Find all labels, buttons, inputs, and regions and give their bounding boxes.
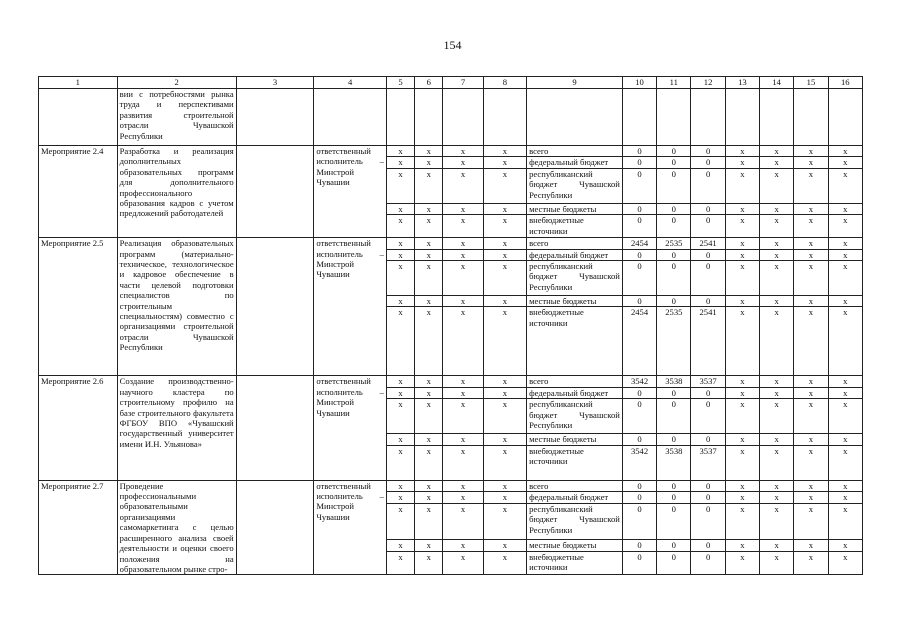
amount-cell: 0 [691,387,725,398]
funding-source: федеральный бюджет [527,492,623,504]
mark-cell: х [483,434,526,445]
mark-cell: х [794,215,828,238]
column-number: 6 [415,77,443,89]
mark-cell: х [794,203,828,214]
table-row [39,376,863,387]
amount-cell: 0 [691,157,725,168]
mark-cell: х [725,203,759,214]
funding-source: всего [527,146,623,157]
mark-cell: х [794,168,828,203]
column-number: 12 [691,77,725,89]
mark-cell: х [443,261,483,296]
mark-cell: х [483,387,526,398]
column-number: 9 [527,77,623,89]
amount-cell: 2541 [691,307,725,376]
mark-cell: х [386,399,414,434]
mark-cell: х [760,551,794,575]
mark-cell: х [386,203,414,214]
mark-cell: х [760,434,794,445]
mark-cell: х [828,434,862,445]
column-number: 11 [657,77,691,89]
mark-cell: х [415,492,443,504]
mark-cell: х [760,399,794,434]
funding-source: всего [527,238,623,249]
amount-cell: 0 [657,261,691,296]
funding-source: местные бюджеты [527,296,623,307]
mark-cell: х [386,215,414,238]
mark-cell: х [415,157,443,168]
mark-cell: х [483,215,526,238]
mark-cell: х [725,376,759,387]
amount-cell: 0 [622,399,656,434]
mark-cell: х [483,399,526,434]
mark-cell: х [415,249,443,260]
amount-cell: 0 [691,215,725,238]
amount-cell: 0 [657,296,691,307]
mark-cell: х [828,238,862,249]
mark-cell: х [483,376,526,387]
funding-source: местные бюджеты [527,434,623,445]
mark-cell: х [725,539,759,551]
mark-cell: х [794,434,828,445]
mark-cell: х [483,249,526,260]
amount-cell: 0 [691,296,725,307]
mark-cell: х [828,376,862,387]
event-executor: ответственный исполнитель – Минстрой Чувашии [314,238,387,376]
mark-cell: х [794,480,828,492]
mark-cell: х [760,296,794,307]
mark-cell: х [386,492,414,504]
column-number: 15 [794,77,828,89]
amount-cell: 0 [622,480,656,492]
amount-cell: 0 [657,146,691,157]
mark-cell: х [483,307,526,376]
amount-cell: 0 [691,146,725,157]
mark-cell: х [483,296,526,307]
mark-cell: х [828,296,862,307]
column-number: 5 [386,77,414,89]
mark-cell: х [443,551,483,575]
amount-cell: 3537 [691,445,725,480]
funding-source: федеральный бюджет [527,387,623,398]
table-row [39,480,863,492]
mark-cell: х [483,203,526,214]
mark-cell: х [386,504,414,540]
funding-source: федеральный бюджет [527,157,623,168]
amount-cell: 0 [622,261,656,296]
mark-cell: х [725,399,759,434]
amount-cell: 0 [657,387,691,398]
mark-cell: х [443,168,483,203]
amount-cell: 0 [622,157,656,168]
amount-cell: 2535 [657,307,691,376]
funding-source: внебюджетные источники [527,445,623,480]
mark-cell: х [760,261,794,296]
column-number: 10 [622,77,656,89]
mark-cell: х [443,539,483,551]
mark-cell: х [794,399,828,434]
funding-source: всего [527,376,623,387]
mark-cell: х [828,215,862,238]
mark-cell: х [386,307,414,376]
mark-cell: х [760,215,794,238]
event-name: Разработка и реализация дополнительных образовательных программ для дополнительного профессионального образования кадров с учетом предложений работодателей [117,146,236,238]
funding-source: внебюджетные источники [527,215,623,238]
mark-cell: х [794,249,828,260]
column-number: 13 [725,77,759,89]
funding-source: республиканский бюджет Чувашской Республики [527,399,623,434]
column-number: 2 [117,77,236,89]
mark-cell: х [760,387,794,398]
mark-cell: х [828,399,862,434]
column-number: 7 [443,77,483,89]
mark-cell: х [760,376,794,387]
mark-cell: х [725,261,759,296]
mark-cell: х [386,445,414,480]
mark-cell: х [415,387,443,398]
amount-cell: 2454 [622,238,656,249]
mark-cell: х [828,480,862,492]
amount-cell: 0 [691,399,725,434]
page-number: 154 [443,38,462,52]
mark-cell: х [415,215,443,238]
funding-source: местные бюджеты [527,539,623,551]
mark-cell: х [725,238,759,249]
mark-cell: х [760,238,794,249]
mark-cell: х [760,168,794,203]
mark-cell: х [828,539,862,551]
funding-source: республиканский бюджет Чувашской Республики [527,168,623,203]
mark-cell: х [415,146,443,157]
mark-cell: х [725,168,759,203]
mark-cell: х [415,445,443,480]
mark-cell: х [415,539,443,551]
mark-cell: х [483,261,526,296]
mark-cell: х [828,261,862,296]
mark-cell: х [386,249,414,260]
mark-cell: х [828,551,862,575]
mark-cell: х [415,480,443,492]
funding-source: федеральный бюджет [527,249,623,260]
mark-cell: х [443,146,483,157]
mark-cell: х [794,387,828,398]
mark-cell: х [443,238,483,249]
column-number: 8 [483,77,526,89]
amount-cell: 0 [622,215,656,238]
mark-cell: х [725,296,759,307]
event-id: Мероприятие 2.6 [39,376,118,480]
mark-cell: х [415,399,443,434]
amount-cell: 3542 [622,376,656,387]
mark-cell: х [483,157,526,168]
column-number-row [39,77,863,89]
mark-cell: х [415,434,443,445]
mark-cell: х [386,238,414,249]
mark-cell: х [483,539,526,551]
continuation-row [39,89,863,146]
mark-cell: х [386,480,414,492]
mark-cell: х [386,261,414,296]
mark-cell: х [443,504,483,540]
mark-cell: х [794,504,828,540]
mark-cell: х [386,434,414,445]
mark-cell: х [828,387,862,398]
funding-source: республиканский бюджет Чувашской Республики [527,504,623,540]
amount-cell: 0 [657,480,691,492]
mark-cell: х [386,551,414,575]
mark-cell: х [794,539,828,551]
mark-cell: х [760,307,794,376]
mark-cell: х [725,434,759,445]
mark-cell: х [828,157,862,168]
mark-cell: х [828,445,862,480]
mark-cell: х [794,146,828,157]
mark-cell: х [443,157,483,168]
event-executor: ответственный исполнитель – Минстрой Чувашии [314,376,387,480]
mark-cell: х [415,203,443,214]
mark-cell: х [415,504,443,540]
amount-cell: 0 [657,551,691,575]
mark-cell: х [415,168,443,203]
mark-cell: х [725,215,759,238]
mark-cell: х [828,492,862,504]
mark-cell: х [794,157,828,168]
amount-cell: 0 [657,203,691,214]
mark-cell: х [725,249,759,260]
mark-cell: х [760,249,794,260]
mark-cell: х [725,492,759,504]
mark-cell: х [443,492,483,504]
amount-cell: 3538 [657,445,691,480]
mark-cell: х [443,215,483,238]
amount-cell: 0 [622,168,656,203]
mark-cell: х [725,445,759,480]
funding-source: местные бюджеты [527,203,623,214]
amount-cell: 0 [657,215,691,238]
mark-cell: х [386,146,414,157]
amount-cell: 0 [622,504,656,540]
amount-cell: 0 [691,551,725,575]
mark-cell: х [386,376,414,387]
mark-cell: х [760,157,794,168]
amount-cell: 3542 [622,445,656,480]
funding-source: республиканский бюджет Чувашской Республики [527,261,623,296]
amount-cell: 0 [622,203,656,214]
amount-cell: 0 [622,296,656,307]
mark-cell: х [794,445,828,480]
continuation-text: вии с потребностями рынка труда и перспективами развития строительной отрасли Чувашской Республики [117,89,236,146]
event-name: Проведение профессиональными образовательными организациями самомаркетинга с целью расширенного анализа своей деятельности и оценки своего положения на образовательном рынке стро- [117,480,236,575]
mark-cell: х [828,307,862,376]
mark-cell: х [794,307,828,376]
amount-cell: 0 [691,203,725,214]
event-id: Мероприятие 2.7 [39,480,118,575]
mark-cell: х [794,492,828,504]
amount-cell: 0 [691,434,725,445]
mark-cell: х [483,504,526,540]
mark-cell: х [828,504,862,540]
mark-cell: х [483,168,526,203]
amount-cell: 0 [691,249,725,260]
mark-cell: х [386,387,414,398]
amount-cell: 0 [691,168,725,203]
table-row [39,238,863,249]
mark-cell: х [415,296,443,307]
mark-cell: х [415,307,443,376]
amount-cell: 0 [691,539,725,551]
mark-cell: х [443,296,483,307]
mark-cell: х [386,296,414,307]
amount-cell: 3537 [691,376,725,387]
mark-cell: х [760,445,794,480]
mark-cell: х [443,434,483,445]
table-body [39,77,863,575]
amount-cell: 0 [622,434,656,445]
amount-cell: 0 [622,249,656,260]
mark-cell: х [443,387,483,398]
amount-cell: 0 [657,249,691,260]
amount-cell: 2535 [657,238,691,249]
amount-cell: 0 [657,539,691,551]
mark-cell: х [386,539,414,551]
mark-cell: х [725,307,759,376]
mark-cell: х [483,551,526,575]
column-number: 16 [828,77,862,89]
amount-cell: 0 [622,551,656,575]
event-name: Реализация образовательных программ (материально-техническое, технологическое и кадровое обеспечение в части целевой подготовки специалистов по строительным специальностям) совместно с организациями строительной отрасли Чувашской Республики [117,238,236,376]
mark-cell: х [415,551,443,575]
mark-cell: х [443,399,483,434]
mark-cell: х [725,146,759,157]
amount-cell: 0 [622,492,656,504]
event-executor: ответственный исполнитель – Минстрой Чувашии [314,146,387,238]
mark-cell: х [760,504,794,540]
amount-cell: 0 [691,480,725,492]
column-number: 4 [314,77,387,89]
mark-cell: х [443,480,483,492]
mark-cell: х [725,504,759,540]
amount-cell: 0 [657,157,691,168]
amount-cell: 0 [657,492,691,504]
mark-cell: х [760,480,794,492]
event-executor: ответственный исполнитель – Минстрой Чувашии [314,480,387,575]
mark-cell: х [760,539,794,551]
amount-cell: 0 [691,261,725,296]
amount-cell: 2454 [622,307,656,376]
amount-cell: 0 [691,492,725,504]
mark-cell: х [443,307,483,376]
mark-cell: х [725,480,759,492]
mark-cell: х [760,492,794,504]
mark-cell: х [415,238,443,249]
column-number: 1 [39,77,118,89]
mark-cell: х [828,146,862,157]
amount-cell: 0 [622,539,656,551]
mark-cell: х [483,238,526,249]
mark-cell: х [794,551,828,575]
amount-cell: 0 [657,168,691,203]
mark-cell: х [443,203,483,214]
amount-cell: 2541 [691,238,725,249]
amount-cell: 0 [622,387,656,398]
mark-cell: х [828,203,862,214]
mark-cell: х [483,492,526,504]
funding-source: внебюджетные источники [527,307,623,376]
mark-cell: х [415,261,443,296]
mark-cell: х [443,376,483,387]
table-row [39,146,863,157]
mark-cell: х [794,238,828,249]
mark-cell: х [443,249,483,260]
amount-cell: 0 [622,146,656,157]
mark-cell: х [725,387,759,398]
amount-cell: 0 [657,504,691,540]
mark-cell: х [828,168,862,203]
column-number: 3 [236,77,314,89]
event-id: Мероприятие 2.5 [39,238,118,376]
mark-cell: х [794,376,828,387]
mark-cell: х [483,480,526,492]
event-name: Создание производственно-научного кластера по строительному профилю на базе строительного факультета ФГБОУ ВПО «Чувашский государственный университет имени И.Н. Ульянова» [117,376,236,480]
funding-source: всего [527,480,623,492]
mark-cell: х [794,261,828,296]
program-table [38,76,863,575]
mark-cell: х [794,296,828,307]
mark-cell: х [725,157,759,168]
mark-cell: х [483,445,526,480]
mark-cell: х [725,551,759,575]
amount-cell: 3538 [657,376,691,387]
column-number: 14 [760,77,794,89]
mark-cell: х [443,445,483,480]
mark-cell: х [760,203,794,214]
funding-source: внебюджетные источники [527,551,623,575]
amount-cell: 0 [657,399,691,434]
mark-cell: х [415,376,443,387]
mark-cell: х [386,168,414,203]
mark-cell: х [760,146,794,157]
mark-cell: х [828,249,862,260]
mark-cell: х [483,146,526,157]
amount-cell: 0 [657,434,691,445]
amount-cell: 0 [691,504,725,540]
event-id: Мероприятие 2.4 [39,146,118,238]
mark-cell: х [386,157,414,168]
